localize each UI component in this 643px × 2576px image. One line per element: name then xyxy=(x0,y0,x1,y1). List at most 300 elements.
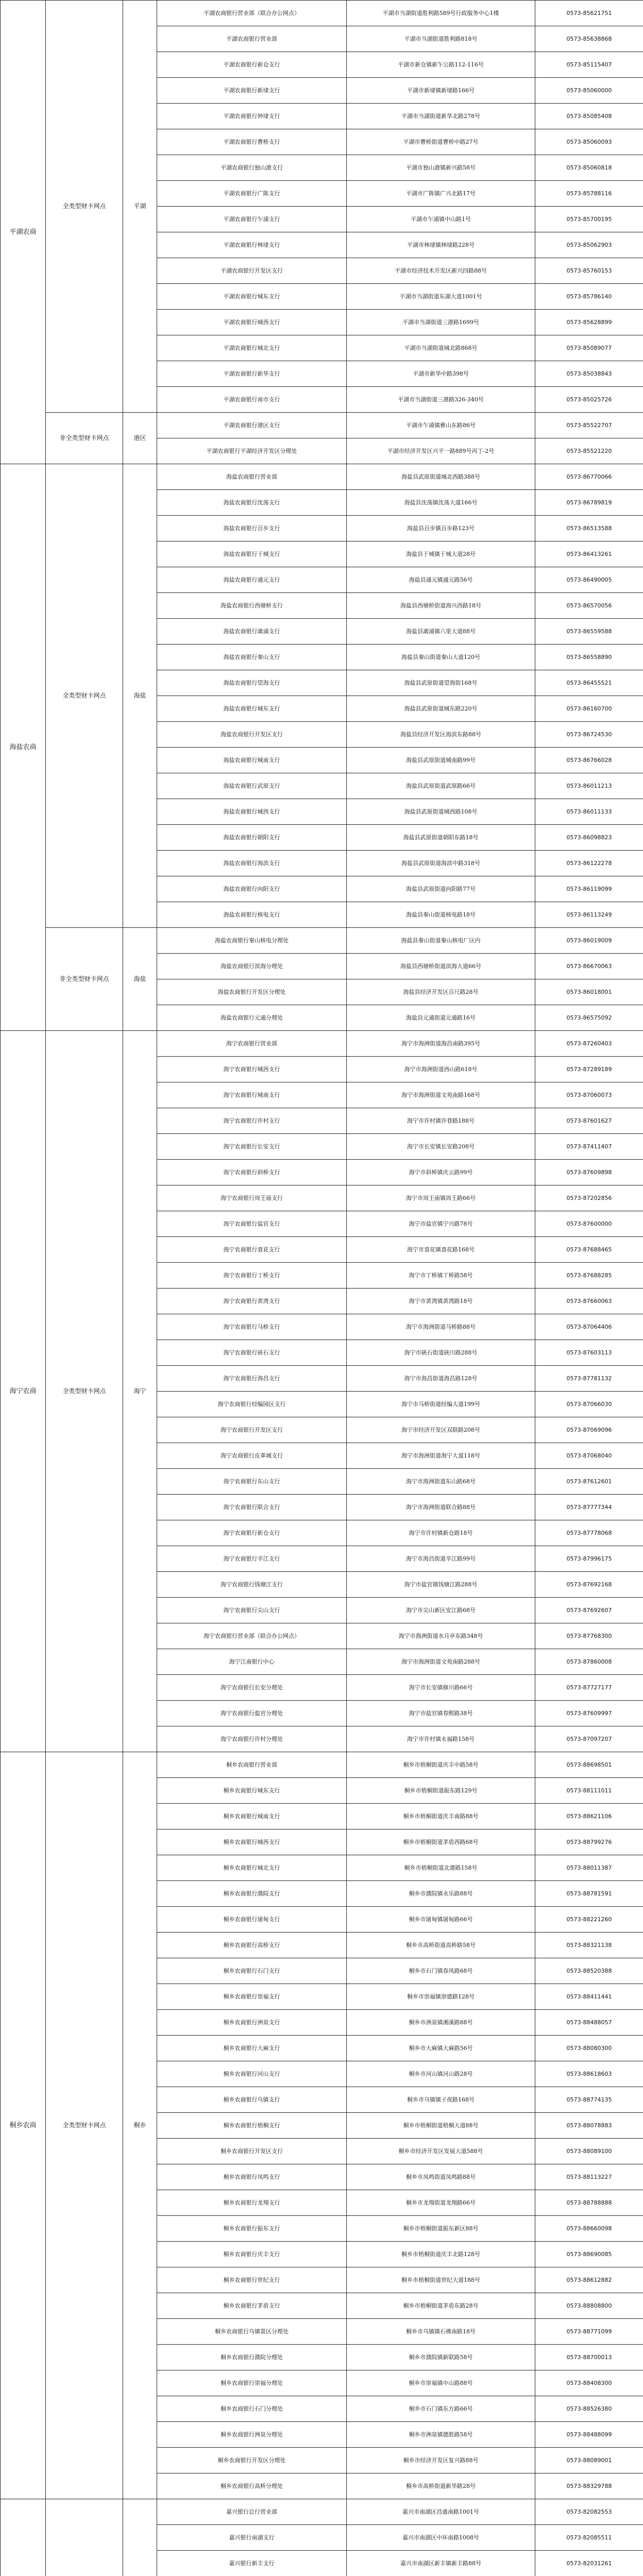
branch-address: 海盐县于城镇于城大道28号 xyxy=(347,541,535,567)
branch-address: 桐乡市高桥街道新华路28号 xyxy=(347,2473,535,2499)
branch-address: 海宁市盐官镇钱塘江路288号 xyxy=(347,1572,535,1598)
branch-name: 桐乡农商银行开发区分理处 xyxy=(157,2448,347,2473)
branch-name: 海宁农商银行经编园区支行 xyxy=(157,1392,347,1417)
branch-name: 海宁农商银行联合支行 xyxy=(157,1495,347,1520)
branch-address: 海宁市盐官镇春熙路38号 xyxy=(347,1701,535,1726)
branch-name: 海盐农商银行秦山支行 xyxy=(157,645,347,670)
branch-address: 海盐县西塘桥街道滨海大道66号 xyxy=(347,954,535,979)
branch-phone: 0573-88520388 xyxy=(535,1958,643,1984)
branch-name: 海宁农商银行营业部（联合办公网点） xyxy=(157,1623,347,1649)
branch-name: 桐乡农商银行崇福支行 xyxy=(157,1984,347,2010)
branch-name: 海盐农商银行元通分理处 xyxy=(157,1005,347,1031)
branch-phone: 0573-87600000 xyxy=(535,1211,643,1237)
area-cell: 桐乡 xyxy=(123,1752,157,2499)
branch-address: 海宁市海洲街道联合路88号 xyxy=(347,1495,535,1520)
branch-phone: 0573-85788116 xyxy=(535,181,643,207)
branch-name: 海宁农商银行钱塘江支行 xyxy=(157,1572,347,1598)
branch-name: 桐乡农商银行河山支行 xyxy=(157,2061,347,2087)
branch-phone: 0573-87688465 xyxy=(535,1237,643,1263)
branch-phone: 0573-87066030 xyxy=(535,1392,643,1417)
branch-name: 海宁农商银行开发区支行 xyxy=(157,1417,347,1443)
branch-address: 海盐县秦山街道秦山核电厂区内 xyxy=(347,928,535,954)
branch-phone: 0573-87778068 xyxy=(535,1520,643,1546)
branch-name: 桐乡农商银行开发区支行 xyxy=(157,2139,347,2164)
branch-name: 桐乡农商银行高桥分理处 xyxy=(157,2473,347,2499)
branch-phone: 0573-85089077 xyxy=(535,335,643,361)
branch-address: 平湖市乍浦镇中山路1号 xyxy=(347,207,535,232)
branch-address: 嘉兴市南湖区昌盛南路1001号 xyxy=(347,2499,535,2525)
branch-address: 海宁市尖山新区安江路68号 xyxy=(347,1598,535,1623)
branch-address: 海宁市海洲街道海宁大道118号 xyxy=(347,1443,535,1469)
branch-address: 海宁市海洲街道西山路618号 xyxy=(347,1057,535,1082)
branch-name: 桐乡农商银行崇福分理处 xyxy=(157,2370,347,2396)
branch-phone: 0573-87060073 xyxy=(535,1082,643,1108)
branch-address: 桐乡市河山镇河山路28号 xyxy=(347,2061,535,2087)
table-row xyxy=(1,413,643,438)
branch-address: 海盐县秦山街道秦山大道120号 xyxy=(347,645,535,670)
branch-name: 海宁农商银行硖石支行 xyxy=(157,1340,347,1366)
branch-phone: 0573-87097207 xyxy=(535,1726,643,1752)
branch-name: 海盐农商银行澉浦支行 xyxy=(157,619,347,645)
branch-address: 海盐县武原街道武原路66号 xyxy=(347,773,535,799)
branch-name: 海宁农商银行盐官分理处 xyxy=(157,1701,347,1726)
outlet-type-cell: 全类型财卡网点 xyxy=(46,1,123,413)
branch-name: 平湖农商银行开发区支行 xyxy=(157,258,347,284)
branch-address: 桐乡市高桥街道高桥路58号 xyxy=(347,1933,535,1958)
branch-name: 平湖农商银行城北支行 xyxy=(157,335,347,361)
branch-address: 桐乡市屠甸镇屠甸路66号 xyxy=(347,1907,535,1933)
institution-cell: 桐乡农商 xyxy=(1,1752,46,2499)
branch-name: 海宁农商银行马桥支行 xyxy=(157,1314,347,1340)
branch-phone: 0573-88788888 xyxy=(535,2190,643,2216)
branch-phone: 0573-82082553 xyxy=(535,2499,643,2525)
branch-address: 桐乡市经济开发区复兴路88号 xyxy=(347,2448,535,2473)
table-row xyxy=(1,1031,643,1057)
branch-name: 嘉兴银行南湖支行 xyxy=(157,2525,347,2551)
area-cell: 港区 xyxy=(123,413,157,464)
branch-address: 海宁市长安镇长安路208号 xyxy=(347,1134,535,1160)
branch-address: 海宁市许村镇永福路158号 xyxy=(347,1726,535,1752)
branch-phone: 0573-86413261 xyxy=(535,541,643,567)
branch-address: 海盐县武原街道城西路108号 xyxy=(347,799,535,825)
branch-address: 嘉兴市南湖区新丰镇新丰路88号 xyxy=(347,2551,535,2576)
branch-address: 桐乡市石门镇春风路68号 xyxy=(347,1958,535,1984)
branch-address: 海盐县武原街道城南路99号 xyxy=(347,748,535,773)
branch-phone: 0573-85062903 xyxy=(535,232,643,258)
branch-address: 海盐县澉浦镇六里大道88号 xyxy=(347,619,535,645)
branch-phone: 0573-87289189 xyxy=(535,1057,643,1082)
branch-address: 桐乡市梧桐街道茅盾西路68号 xyxy=(347,1829,535,1855)
branch-address: 海宁市盐官镇宁兴路78号 xyxy=(347,1211,535,1237)
branch-phone: 0573-86122278 xyxy=(535,851,643,876)
branch-address: 平湖市乍浦镇雅山东路86号 xyxy=(347,413,535,438)
branch-phone: 0573-88700013 xyxy=(535,2345,643,2370)
branch-name: 桐乡农商银行乌镇支行 xyxy=(157,2087,347,2113)
branch-phone: 0573-85700195 xyxy=(535,207,643,232)
branch-phone: 0573-85115407 xyxy=(535,52,643,78)
branch-name: 海宁农商银行许村分理处 xyxy=(157,1726,347,1752)
branch-address: 桐乡市崇福镇崇德路128号 xyxy=(347,1984,535,2010)
branch-address: 海宁市马桥街道经编大道199号 xyxy=(347,1392,535,1417)
branch-phone: 0573-86490005 xyxy=(535,567,643,593)
branch-phone: 0573-88321138 xyxy=(535,1933,643,1958)
branch-phone: 0573-85521220 xyxy=(535,438,643,464)
branch-name: 海盐农商银行营业部 xyxy=(157,464,347,490)
branch-address: 海宁市许村镇新仓路18号 xyxy=(347,1520,535,1546)
branch-phone: 0573-85628899 xyxy=(535,310,643,335)
branch-name: 桐乡农商银行城东支行 xyxy=(157,1778,347,1804)
branch-phone: 0573-85085408 xyxy=(535,104,643,129)
branch-name: 桐乡农商银行石门分理处 xyxy=(157,2396,347,2422)
branch-phone: 0573-87609997 xyxy=(535,1701,643,1726)
branch-phone: 0573-85060093 xyxy=(535,129,643,155)
branch-name: 海宁农商银行新仓支行 xyxy=(157,1520,347,1546)
branch-phone: 0573-85638868 xyxy=(535,26,643,52)
branch-address: 桐乡市梧桐街道梧桐大道88号 xyxy=(347,2113,535,2139)
branch-phone: 0573-87660063 xyxy=(535,1289,643,1314)
branch-name: 海宁农商银行周王庙支行 xyxy=(157,1185,347,1211)
branch-name: 平湖农商银行林埭支行 xyxy=(157,232,347,258)
branch-name: 桐乡农商银行乌镇景区分理处 xyxy=(157,2319,347,2345)
branch-phone: 0573-87068040 xyxy=(535,1443,643,1469)
branch-name: 海盐农商银行秦山核电分理处 xyxy=(157,928,347,954)
branch-address: 海盐县经济开发区百尺路28号 xyxy=(347,979,535,1005)
branch-phone: 0573-86098823 xyxy=(535,825,643,851)
branch-name: 嘉兴银行总行营业部 xyxy=(157,2499,347,2525)
branch-address: 海盐县沈荡镇沈荡大道166号 xyxy=(347,490,535,516)
branch-phone: 0573-88781591 xyxy=(535,1881,643,1907)
branch-phone: 0573-87692168 xyxy=(535,1572,643,1598)
branch-name: 海盐农商银行朝阳支行 xyxy=(157,825,347,851)
branch-phone: 0573-86575092 xyxy=(535,1005,643,1031)
branch-name: 海盐农商银行海滨支行 xyxy=(157,851,347,876)
branch-name: 海宁农商银行丁桥支行 xyxy=(157,1263,347,1289)
branch-phone: 0573-85760153 xyxy=(535,258,643,284)
branch-address: 海宁市海洲街道水月亭东路348号 xyxy=(347,1623,535,1649)
branch-name: 平湖农商银行城西支行 xyxy=(157,310,347,335)
branch-address: 桐乡市梧桐街道庆丰北路128号 xyxy=(347,2242,535,2267)
branch-address: 平湖市当湖街道三港路1699号 xyxy=(347,310,535,335)
branch-name: 桐乡农商银行洲泉支行 xyxy=(157,2010,347,2036)
branch-phone: 0573-88660098 xyxy=(535,2216,643,2242)
branch-name: 海盐农商银行武原支行 xyxy=(157,773,347,799)
branch-name: 桐乡农商银行大麻支行 xyxy=(157,2036,347,2061)
branch-name: 海宁农商银行许村支行 xyxy=(157,1108,347,1134)
branch-phone: 0573-86119099 xyxy=(535,876,643,902)
branch-phone: 0573-88080300 xyxy=(535,2036,643,2061)
branch-name: 嘉兴银行新丰支行 xyxy=(157,2551,347,2576)
branch-phone: 0573-88808800 xyxy=(535,2293,643,2319)
branch-address: 海宁市许村镇许巷路188号 xyxy=(347,1108,535,1134)
branch-name: 海盐农商银行于城支行 xyxy=(157,541,347,567)
branch-address: 桐乡市濮院镇新联路58号 xyxy=(347,2345,535,2370)
branch-name: 平湖农商银行曹桥支行 xyxy=(157,129,347,155)
branch-address: 平湖市新华中路398号 xyxy=(347,361,535,387)
branch-name: 海盐农商银行滨海分理处 xyxy=(157,954,347,979)
branch-phone: 0573-87411407 xyxy=(535,1134,643,1160)
branch-phone: 0573-86018001 xyxy=(535,979,643,1005)
branch-address: 平湖市经济开发区兴平一路889号丙丁-2号 xyxy=(347,438,535,464)
branch-name: 平湖农商银行营业部 xyxy=(157,26,347,52)
branch-name: 海盐农商银行开发区分理处 xyxy=(157,979,347,1005)
area-cell: 海宁 xyxy=(123,1031,157,1752)
branch-address: 桐乡市洲泉镇湘溪路88号 xyxy=(347,2010,535,2036)
branch-name: 平湖农商银行营业部（联合办公网点） xyxy=(157,1,347,26)
branch-name: 桐乡农商银行凤鸣支行 xyxy=(157,2164,347,2190)
branch-name: 海盐农商银行开发区支行 xyxy=(157,722,347,748)
branch-phone: 0573-86570056 xyxy=(535,593,643,619)
branch-address: 桐乡市乌镇镇子夜路168号 xyxy=(347,2087,535,2113)
outlet-type-cell: 全类型财卡网点 xyxy=(46,1752,123,2499)
branch-phone: 0573-86455521 xyxy=(535,670,643,696)
branch-address: 平湖市当湖街道胜利路589号行政服务中心1楼 xyxy=(347,1,535,26)
branch-phone: 0573-87609898 xyxy=(535,1160,643,1185)
table-row xyxy=(1,1752,643,1778)
branch-name: 海宁农商银行东山支行 xyxy=(157,1469,347,1495)
branch-name: 桐乡农商银行城西支行 xyxy=(157,1829,347,1855)
branch-address: 桐乡市凤鸣街道凤鸣路88号 xyxy=(347,2164,535,2190)
branch-phone: 0573-85060818 xyxy=(535,155,643,181)
branch-name: 桐乡农商银行庆丰支行 xyxy=(157,2242,347,2267)
branch-phone: 0573-87692607 xyxy=(535,1598,643,1623)
branch-phone: 0573-87603113 xyxy=(535,1340,643,1366)
branch-name: 桐乡农商银行营业部 xyxy=(157,1752,347,1778)
branch-phone: 0573-88113227 xyxy=(535,2164,643,2190)
branch-address: 海盐县秦山街道核电路18号 xyxy=(347,902,535,928)
branch-name: 海宁农商银行海昌支行 xyxy=(157,1366,347,1392)
branch-address: 海宁市海洲街道东山路68号 xyxy=(347,1469,535,1495)
branch-phone: 0573-87202856 xyxy=(535,1185,643,1211)
branch-address: 桐乡市梧桐街道庆丰南路88号 xyxy=(347,1804,535,1829)
branch-name: 桐乡农商银行高桥支行 xyxy=(157,1933,347,1958)
branch-phone: 0573-87727177 xyxy=(535,1675,643,1701)
branch-address: 海宁市袁花镇袁花路168号 xyxy=(347,1237,535,1263)
branch-phone: 0573-87777344 xyxy=(535,1495,643,1520)
branch-name: 平湖农商银行南市支行 xyxy=(157,387,347,413)
branch-address: 桐乡市崇福镇中山路88号 xyxy=(347,2370,535,2396)
branch-address: 平湖市当湖街道东湖大道1001号 xyxy=(347,284,535,310)
branch-name: 海宁农商银行城西支行 xyxy=(157,1057,347,1082)
branch-address: 海宁市周王庙镇周王路66号 xyxy=(347,1185,535,1211)
branch-name: 平湖农商银行独山港支行 xyxy=(157,155,347,181)
branch-phone: 0573-86011213 xyxy=(535,773,643,799)
branch-address: 海盐县武原街道朝阳东路18号 xyxy=(347,825,535,851)
area-cell xyxy=(123,2499,157,2576)
branch-phone: 0573-86670063 xyxy=(535,954,643,979)
branch-phone: 0573-88411441 xyxy=(535,1984,643,2010)
branch-name: 海宁农商银行营业部 xyxy=(157,1031,347,1057)
branch-address: 海宁市丁桥镇丁桥路58号 xyxy=(347,1263,535,1289)
branch-phone: 0573-85621751 xyxy=(535,1,643,26)
branch-name: 海宁农商银行长安支行 xyxy=(157,1134,347,1160)
institution-cell: 海盐农商 xyxy=(1,464,46,1031)
branch-address: 海盐县武原街道望海街168号 xyxy=(347,670,535,696)
branch-address: 海宁市海洲街道文苑南路288号 xyxy=(347,1649,535,1675)
branch-address: 桐乡市龙翔街道龙翔路66号 xyxy=(347,2190,535,2216)
branch-phone: 0573-88690085 xyxy=(535,2242,643,2267)
branch-name: 平湖农商银行新埭支行 xyxy=(157,78,347,104)
table-row xyxy=(1,1,643,26)
branch-address: 桐乡市大麻镇大麻路56号 xyxy=(347,2036,535,2061)
branch-name: 桐乡农商银行濮院分理处 xyxy=(157,2345,347,2370)
branch-address: 海盐县武原街道城北西路388号 xyxy=(347,464,535,490)
branch-phone: 0573-88618603 xyxy=(535,2061,643,2087)
branch-phone: 0573-88488099 xyxy=(535,2422,643,2448)
branch-address: 桐乡市梧桐街道振东新区88号 xyxy=(347,2216,535,2242)
branch-address: 海宁市斜桥镇庆云路99号 xyxy=(347,1160,535,1185)
branch-address: 平湖市当湖街道新华北路278号 xyxy=(347,104,535,129)
branch-address: 海宁市经济开发区双联路208号 xyxy=(347,1417,535,1443)
branch-phone: 0573-87069096 xyxy=(535,1417,643,1443)
branch-phone: 0573-86789819 xyxy=(535,490,643,516)
branch-address: 海宁市长安镇修川路66号 xyxy=(347,1675,535,1701)
branch-phone: 0573-88488057 xyxy=(535,2010,643,2036)
branch-phone: 0573-85522707 xyxy=(535,413,643,438)
branch-address: 海宁市硖石街道硖川路288号 xyxy=(347,1340,535,1366)
branch-address: 海盐县百步镇百步路123号 xyxy=(347,516,535,541)
branch-phone: 0573-86513588 xyxy=(535,516,643,541)
branch-address: 海宁市海洲街道文苑南路168号 xyxy=(347,1082,535,1108)
branch-phone: 0573-88771099 xyxy=(535,2319,643,2345)
branch-address: 平湖市当湖街道三港路326-340号 xyxy=(347,387,535,413)
branch-name: 海盐农商银行百步支行 xyxy=(157,516,347,541)
branch-address: 桐乡市梧桐街道庆丰中路58号 xyxy=(347,1752,535,1778)
branch-phone: 0573-88221260 xyxy=(535,1907,643,1933)
branch-phone: 0573-87612601 xyxy=(535,1469,643,1495)
branch-address: 海盐县武原街道向阳路77号 xyxy=(347,876,535,902)
branch-phone: 0573-82031261 xyxy=(535,2551,643,2576)
branch-phone: 0573-87260403 xyxy=(535,1031,643,1057)
branch-phone: 0573-88621106 xyxy=(535,1804,643,1829)
outlet-type-cell: 非全类型财卡网点 xyxy=(46,413,123,464)
branch-address: 海盐县通元镇通元路56号 xyxy=(347,567,535,593)
branch-name: 平湖农商银行港区支行 xyxy=(157,413,347,438)
branch-phone: 0573-88078883 xyxy=(535,2113,643,2139)
branch-address: 平湖市曹桥街道曹桥中路27号 xyxy=(347,129,535,155)
branch-name: 海宁农商银行斜桥支行 xyxy=(157,1160,347,1185)
branch-phone: 0573-87688285 xyxy=(535,1263,643,1289)
branch-name: 海盐农商银行核电支行 xyxy=(157,902,347,928)
branch-phone: 0573-82085511 xyxy=(535,2525,643,2551)
outlet-type-cell: 全类型财卡网点 xyxy=(46,464,123,928)
branch-name: 桐乡农商银行世纪支行 xyxy=(157,2267,347,2293)
branch-name: 海盐农商银行沈荡支行 xyxy=(157,490,347,516)
branch-address: 海宁市海昌街道海昌路128号 xyxy=(347,1366,535,1392)
branch-address: 海盐县武原街道城东路220号 xyxy=(347,696,535,722)
branch-name: 海宁农商银行长安分理处 xyxy=(157,1675,347,1701)
branch-name: 海宁农商银行黄湾支行 xyxy=(157,1289,347,1314)
branch-phone: 0573-86160700 xyxy=(535,696,643,722)
branch-phone: 0573-88408300 xyxy=(535,2370,643,2396)
branch-name: 桐乡农商银行梧桐支行 xyxy=(157,2113,347,2139)
branch-name: 桐乡农商银行城北支行 xyxy=(157,1855,347,1881)
branch-name: 海宁农商银行尖山支行 xyxy=(157,1598,347,1623)
branch-address: 平湖市当湖街道城北路868号 xyxy=(347,335,535,361)
branch-address: 桐乡市石门镇东方路66号 xyxy=(347,2396,535,2422)
branch-phone: 0573-87781132 xyxy=(535,1366,643,1392)
branch-name: 平湖农商银行钟埭支行 xyxy=(157,104,347,129)
branch-address: 平湖市独山港镇新兴路58号 xyxy=(347,155,535,181)
branch-address: 桐乡市经济开发区发展大道588号 xyxy=(347,2139,535,2164)
branch-phone: 0573-86019009 xyxy=(535,928,643,954)
branch-phone: 0573-87768300 xyxy=(535,1623,643,1649)
branch-address: 海盐县西塘桥街道海兴西路18号 xyxy=(347,593,535,619)
branch-name: 平湖农商银行广陈支行 xyxy=(157,181,347,207)
branch-name: 海盐农商银行城西支行 xyxy=(157,799,347,825)
area-cell: 海盐 xyxy=(123,464,157,928)
branch-name: 海宁农商银行盐官支行 xyxy=(157,1211,347,1237)
branch-name: 桐乡农商银行石门支行 xyxy=(157,1958,347,1984)
branch-phone: 0573-88111011 xyxy=(535,1778,643,1804)
branch-address: 平湖市新仓镇新乍公路112-116号 xyxy=(347,52,535,78)
branch-name: 平湖农商银行城东支行 xyxy=(157,284,347,310)
branch-phone: 0573-86113249 xyxy=(535,902,643,928)
branch-phone: 0573-86011133 xyxy=(535,799,643,825)
branch-address: 桐乡市洲泉镇德胜路58号 xyxy=(347,2422,535,2448)
branch-name: 海宁农商银行辛江支行 xyxy=(157,1546,347,1572)
branch-phone: 0573-85038843 xyxy=(535,361,643,387)
branch-phone: 0573-88089100 xyxy=(535,2139,643,2164)
branch-address: 桐乡市乌镇镇石佛南路18号 xyxy=(347,2319,535,2345)
branch-name: 海宁江南银行中心 xyxy=(157,1649,347,1675)
branch-name: 桐乡农商银行振东支行 xyxy=(157,2216,347,2242)
branch-address: 平湖市经济技术开发区新兴四路88号 xyxy=(347,258,535,284)
branch-phone: 0573-86766028 xyxy=(535,748,643,773)
branch-address: 嘉兴市南湖区中环南路1008号 xyxy=(347,2525,535,2551)
area-cell: 海盐 xyxy=(123,928,157,1031)
branch-address: 海盐县元通街道元通路16号 xyxy=(347,1005,535,1031)
branch-address: 海宁市海洲街道海昌南路395号 xyxy=(347,1031,535,1057)
branch-name: 海盐农商银行城南支行 xyxy=(157,748,347,773)
branch-name: 海盐农商银行西塘桥支行 xyxy=(157,593,347,619)
branch-phone: 0573-85025726 xyxy=(535,387,643,413)
outlet-type-cell xyxy=(46,2499,123,2576)
branch-name: 海宁农商银行皮革城支行 xyxy=(157,1443,347,1469)
branch-name: 海盐农商银行通元支行 xyxy=(157,567,347,593)
branch-name: 桐乡农商银行龙翔支行 xyxy=(157,2190,347,2216)
branch-name: 海盐农商银行城东支行 xyxy=(157,696,347,722)
branch-name: 海盐农商银行望海支行 xyxy=(157,670,347,696)
branch-address: 海宁市黄湾镇黄湾路18号 xyxy=(347,1289,535,1314)
area-cell: 平湖 xyxy=(123,1,157,413)
branch-address: 海盐县经济开发区海滨东路88号 xyxy=(347,722,535,748)
branch-phone: 0573-86558890 xyxy=(535,645,643,670)
branch-name: 桐乡农商银行茅盾支行 xyxy=(157,2293,347,2319)
branch-name: 海宁农商银行袁花支行 xyxy=(157,1237,347,1263)
outlet-type-cell: 非全类型财卡网点 xyxy=(46,928,123,1031)
branch-address: 海宁市海昌街道辛江路99号 xyxy=(347,1546,535,1572)
table-row xyxy=(1,464,643,490)
table-row xyxy=(1,928,643,954)
branch-address: 桐乡市梧桐街道世纪大道188号 xyxy=(347,2267,535,2293)
branch-phone: 0573-86770066 xyxy=(535,464,643,490)
branch-address: 桐乡市梧桐街道茅盾东路28号 xyxy=(347,2293,535,2319)
branch-name: 桐乡农商银行洲泉分理处 xyxy=(157,2422,347,2448)
branch-phone: 0573-88612882 xyxy=(535,2267,643,2293)
branch-address: 平湖市广陈镇广兴北路17号 xyxy=(347,181,535,207)
branch-name: 平湖农商银行平湖经济开发区分理处 xyxy=(157,438,347,464)
branch-name: 海宁农商银行城南支行 xyxy=(157,1082,347,1108)
outlet-type-cell: 全类型财卡网点 xyxy=(46,1031,123,1752)
branch-phone: 0573-85060000 xyxy=(535,78,643,104)
branch-phone: 0573-87601627 xyxy=(535,1108,643,1134)
branch-address: 平湖市新埭镇新埭路166号 xyxy=(347,78,535,104)
branch-name: 海盐农商银行向阳支行 xyxy=(157,876,347,902)
branch-address: 桐乡市梧桐街道北港路158号 xyxy=(347,1855,535,1881)
branch-address: 桐乡市濮院镇永乐路88号 xyxy=(347,1881,535,1907)
branch-name: 桐乡农商银行城南支行 xyxy=(157,1804,347,1829)
institution-cell xyxy=(1,2499,46,2576)
